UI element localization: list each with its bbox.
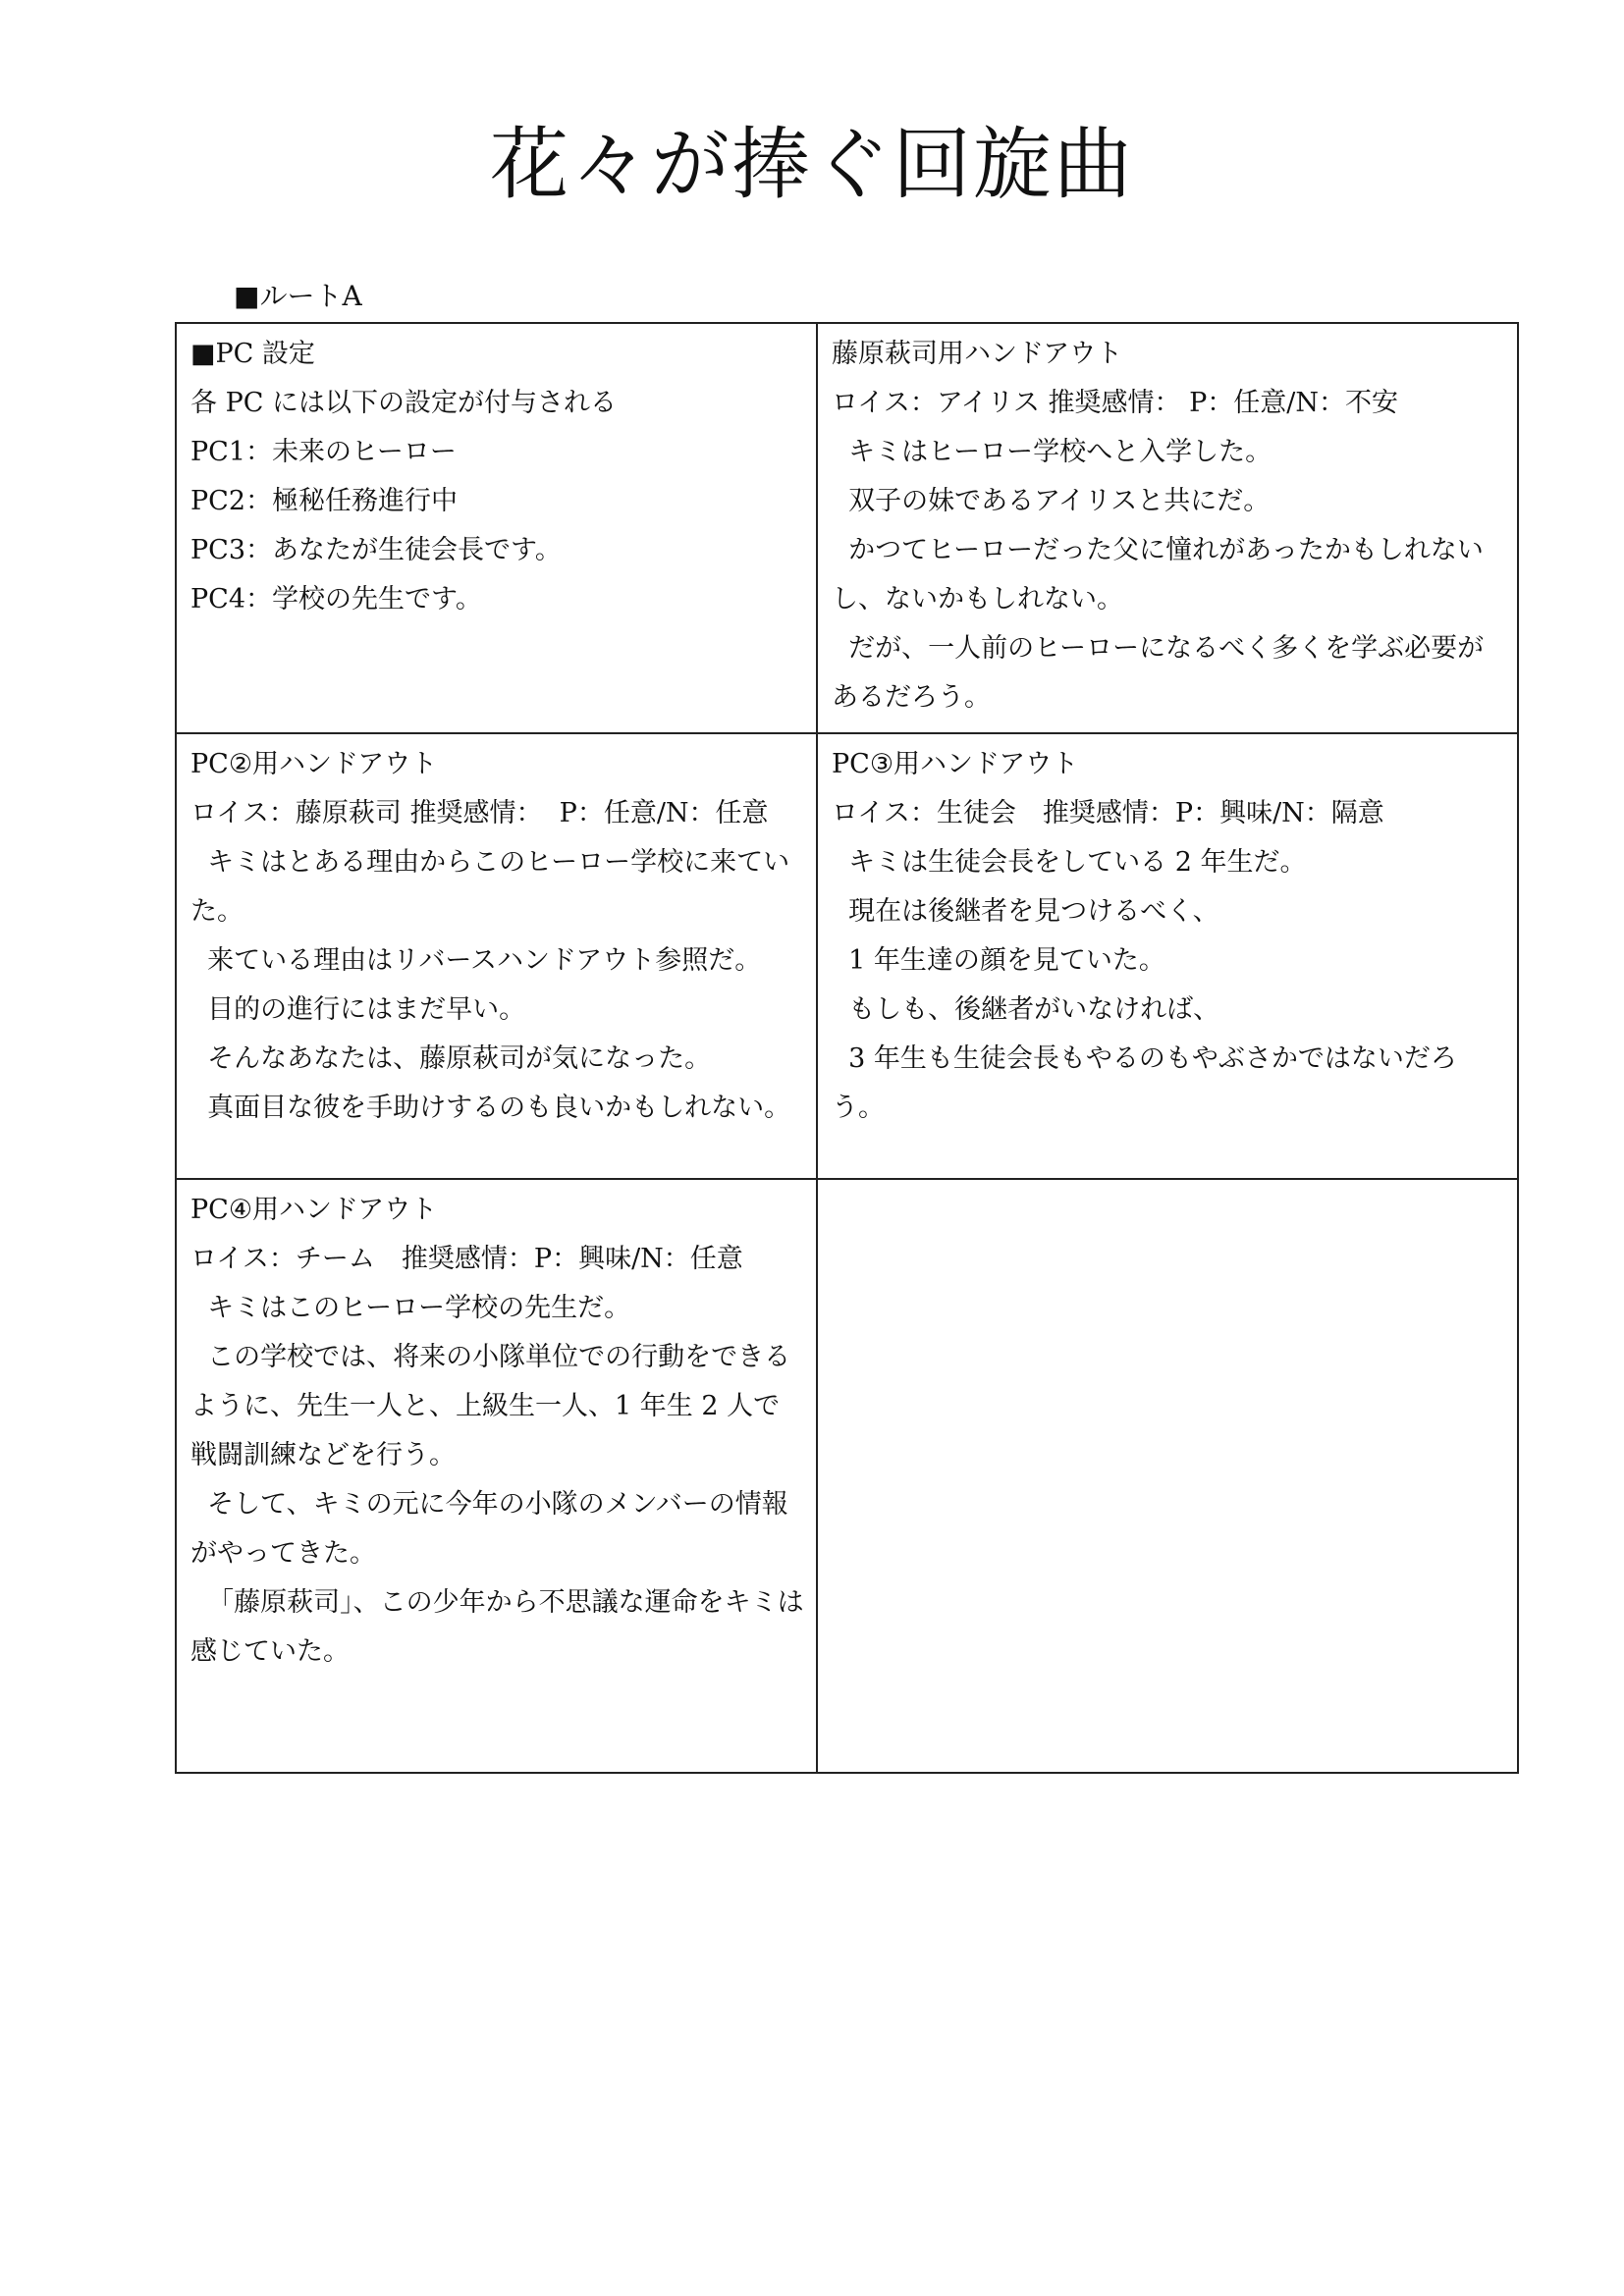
pc1-handout-line: だが、一人前のヒーローになるべく多くを学ぶ必要があるだろう。 (832, 633, 1485, 713)
pc2-handout-line: 来ている理由はリバースハンドアウト参照だ。 (190, 945, 762, 976)
pc4-handout-heading: PC④用ハンドアウト (190, 1195, 438, 1225)
table-row (176, 1179, 1518, 1773)
pc3-handout-cell (817, 733, 1518, 1179)
document-title: 花々が捧ぐ回旋曲 (490, 119, 1134, 210)
pc4-handout-line: 「藤原萩司」、この少年から不思議な運命をキミは感じていた。 (190, 1587, 804, 1667)
pc3-handout-line: キミは生徒会長をしている 2 年生だ。 (832, 847, 1307, 878)
pc1-handout-line: ロイス：アイリス 推奨感情： P：任意/N：不安 (832, 388, 1399, 418)
pc3-handout-line: 1 年生達の顔を見ていた。 (832, 945, 1165, 976)
empty-cell (817, 1179, 1518, 1773)
pc4-handout-line: ロイス：チーム 推奨感情：P：興味/N：任意 (190, 1244, 743, 1274)
route-label: ■ルートA (234, 280, 362, 312)
pc3-handout-line: 3 年生も生徒会長もやるのもやぶさかではないだろう。 (832, 1043, 1457, 1123)
pc1-handout-heading: 藤原萩司用ハンドアウト (832, 339, 1123, 369)
pc2-handout-line: そんなあなたは、藤原萩司が気になった。 (190, 1043, 712, 1074)
pc-settings-line: 各 PC には以下の設定が付与される (190, 388, 617, 418)
pc2-handout-line: 目的の進行にはまだ早い。 (190, 994, 526, 1025)
table-row (176, 733, 1518, 1179)
pc2-handout-cell (176, 733, 817, 1179)
pc3-handout-line: 現在は後継者を見つけるべく、 (832, 896, 1219, 927)
pc3-handout-heading: PC③用ハンドアウト (832, 749, 1079, 779)
pc-settings-heading: ■PC 設定 (190, 339, 315, 369)
pc2-handout-line: 真面目な彼を手助けするのも良いかもしれない。 (190, 1093, 791, 1123)
pc4-handout-line: そして、キミの元に今年の小隊のメンバーの情報がやってきた。 (190, 1489, 788, 1569)
pc4-handout-line: この学校では、将来の小隊単位での行動をできるように、先生一人と、上級生一人、1 年生 2 人で戦闘訓練などを行う。 (190, 1342, 791, 1470)
pc1-handout-cell (817, 323, 1518, 733)
pc2-handout-line: キミはとある理由からこのヒーロー学校に来ていた。 (190, 847, 790, 927)
pc-settings-line: PC4：学校の先生です。 (190, 584, 482, 614)
table-row (176, 323, 1518, 733)
pc1-handout-line: かつてヒーローだった父に憧れがあったかもしれないし、ないかもしれない。 (832, 535, 1484, 614)
pc1-handout-line: キミはヒーロー学校へと入学した。 (832, 437, 1272, 467)
pc4-handout-line: キミはこのヒーロー学校の先生だ。 (190, 1293, 631, 1323)
pc-settings-line: PC3：あなたが生徒会長です。 (190, 535, 562, 565)
pc1-handout-line: 双子の妹であるアイリスと共にだ。 (832, 486, 1271, 516)
pc-settings-cell (176, 323, 817, 733)
pc-settings-line: PC2：極秘任務進行中 (190, 486, 459, 516)
pc3-handout-line: もしも、後継者がいなければ、 (832, 994, 1220, 1025)
pc3-handout-line: ロイス：生徒会 推奨感情：P：興味/N：隔意 (832, 798, 1384, 828)
handout-table (175, 322, 1519, 1774)
pc2-handout-line: ロイス：藤原萩司 推奨感情： P：任意/N：任意 (190, 798, 769, 828)
pc-settings-line: PC1：未来のヒーロー (190, 437, 457, 467)
pc2-handout-heading: PC②用ハンドアウト (190, 749, 438, 779)
pc4-handout-cell (176, 1179, 817, 1773)
